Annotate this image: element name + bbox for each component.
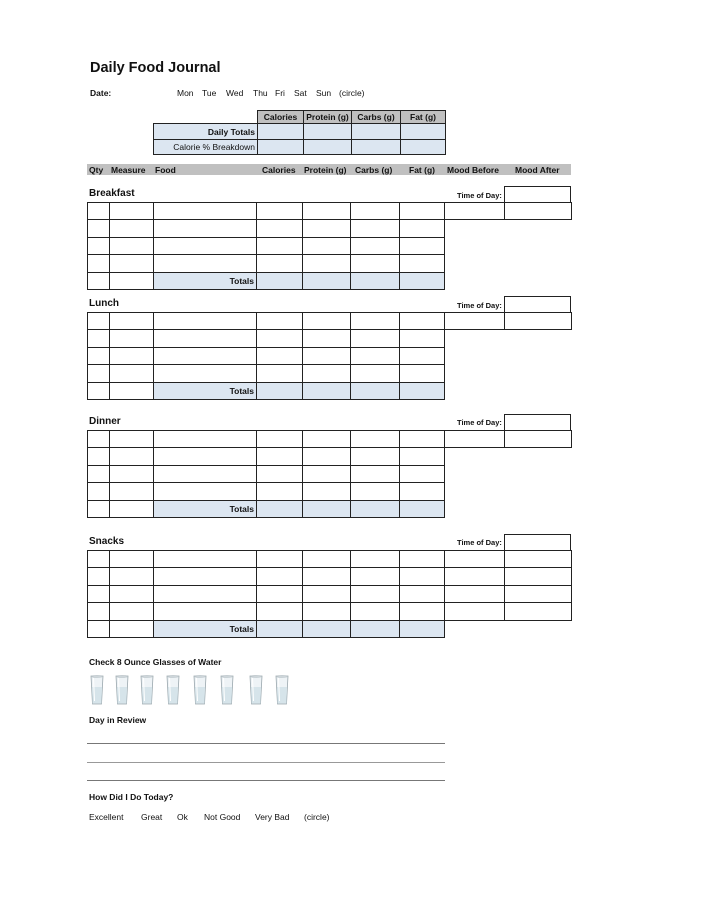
page-title: Daily Food Journal <box>90 60 221 76</box>
circle-note: (circle) <box>339 88 365 98</box>
table-cell[interactable] <box>400 568 445 585</box>
table-cell[interactable] <box>351 568 400 585</box>
table-cell[interactable] <box>351 551 400 568</box>
table-cell[interactable] <box>351 220 400 237</box>
totals-cell[interactable] <box>303 382 351 399</box>
table-cell[interactable] <box>400 603 445 620</box>
table-cell[interactable] <box>110 313 154 330</box>
table-cell[interactable] <box>400 365 445 382</box>
meal-grid <box>87 550 572 638</box>
empty-space <box>505 448 572 465</box>
mood-cell[interactable] <box>445 431 505 448</box>
table-cell[interactable] <box>303 431 351 448</box>
table-cell[interactable] <box>154 551 257 568</box>
table-cell[interactable] <box>110 483 154 500</box>
table-cell[interactable] <box>257 347 303 364</box>
empty-space <box>445 382 505 399</box>
table-cell[interactable] <box>351 203 400 220</box>
mood-cell[interactable] <box>445 603 505 620</box>
empty-space <box>505 237 572 254</box>
totals-cell[interactable] <box>257 620 303 637</box>
totals-label: Totals <box>154 272 257 289</box>
col-qty: Qty <box>89 165 104 175</box>
table-cell[interactable] <box>303 330 351 347</box>
dinner-time-label: Time of Day: <box>457 418 502 427</box>
table-cell[interactable] <box>110 272 154 289</box>
table-cell[interactable] <box>88 237 110 254</box>
table-cell[interactable] <box>110 255 154 272</box>
mood-cell[interactable] <box>505 313 572 330</box>
table-cell[interactable] <box>110 347 154 364</box>
day-fri[interactable]: Fri <box>275 88 285 98</box>
table-cell[interactable] <box>400 255 445 272</box>
snacks-time-input[interactable] <box>504 534 571 551</box>
mood-cell[interactable] <box>445 313 505 330</box>
col-protein: Protein (g) <box>304 165 347 175</box>
totals-cell[interactable] <box>257 382 303 399</box>
table-cell[interactable] <box>303 220 351 237</box>
empty-space <box>505 620 572 637</box>
empty-space <box>505 347 572 364</box>
breakfast-heading: Breakfast <box>89 188 135 199</box>
mood-cell[interactable] <box>445 585 505 602</box>
table-row <box>88 483 572 500</box>
table-cell[interactable] <box>400 330 445 347</box>
col-mood-before: Mood Before <box>447 165 499 175</box>
table-cell[interactable] <box>110 568 154 585</box>
table-cell[interactable] <box>303 585 351 602</box>
table-cell[interactable] <box>110 620 154 637</box>
mood-cell[interactable] <box>505 431 572 448</box>
table-cell[interactable] <box>110 382 154 399</box>
table-cell[interactable] <box>257 313 303 330</box>
table-cell[interactable] <box>88 272 110 289</box>
totals-row <box>88 382 572 399</box>
rating-not-good[interactable]: Not Good <box>204 812 241 822</box>
water-glass-icon[interactable] <box>193 675 207 705</box>
table-cell[interactable] <box>257 448 303 465</box>
table-cell[interactable] <box>257 203 303 220</box>
table-cell[interactable] <box>88 603 110 620</box>
empty-space <box>505 483 572 500</box>
table-row <box>88 603 572 620</box>
breakfast-time-input[interactable] <box>504 186 571 203</box>
table-cell[interactable] <box>110 551 154 568</box>
totals-cell[interactable] <box>400 382 445 399</box>
mood-cell[interactable] <box>505 203 572 220</box>
table-cell[interactable] <box>351 585 400 602</box>
empty-space <box>505 330 572 347</box>
totals-cell[interactable] <box>400 620 445 637</box>
table-cell[interactable] <box>400 551 445 568</box>
table-cell[interactable] <box>88 465 110 482</box>
table-cell[interactable] <box>88 365 110 382</box>
table-cell[interactable] <box>400 220 445 237</box>
totals-row <box>88 620 572 637</box>
water-glass-icon[interactable] <box>140 675 154 705</box>
day-wed[interactable]: Wed <box>226 88 244 98</box>
totals-cell[interactable] <box>400 272 445 289</box>
table-cell[interactable] <box>154 483 257 500</box>
table-cell[interactable] <box>110 330 154 347</box>
table-cell[interactable] <box>303 551 351 568</box>
mood-cell[interactable] <box>505 568 572 585</box>
day-sun[interactable]: Sun <box>316 88 332 98</box>
summary-cell[interactable] <box>352 140 401 155</box>
table-cell[interactable] <box>110 603 154 620</box>
day-review-label: Day in Review <box>89 715 147 725</box>
ratings-circle-note: (circle) <box>304 812 330 822</box>
table-cell[interactable] <box>154 585 257 602</box>
table-cell[interactable] <box>110 237 154 254</box>
totals-cell[interactable] <box>351 382 400 399</box>
meal-grid <box>87 202 572 290</box>
meal-grid <box>87 312 572 400</box>
table-cell[interactable] <box>88 483 110 500</box>
table-cell[interactable] <box>351 448 400 465</box>
date-label: Date: <box>90 88 112 98</box>
table-cell[interactable] <box>110 203 154 220</box>
totals-cell[interactable] <box>400 500 445 517</box>
table-cell[interactable] <box>303 465 351 482</box>
table-row <box>88 237 572 254</box>
col-measure: Measure <box>111 165 146 175</box>
summary-header-fat: Fat (g) <box>401 111 446 124</box>
summary-cell[interactable] <box>258 140 304 155</box>
summary-table <box>153 110 446 155</box>
table-cell[interactable] <box>303 448 351 465</box>
review-line[interactable] <box>87 780 445 781</box>
empty-space <box>505 365 572 382</box>
mood-cell[interactable] <box>445 551 505 568</box>
summary-header-protein: Protein (g) <box>304 111 352 124</box>
empty-space <box>445 272 505 289</box>
table-cell[interactable] <box>154 431 257 448</box>
table-cell[interactable] <box>351 347 400 364</box>
table-cell[interactable] <box>303 568 351 585</box>
table-row <box>88 313 572 330</box>
mood-cell[interactable] <box>505 585 572 602</box>
table-cell[interactable] <box>88 382 110 399</box>
column-header-bar <box>87 164 571 175</box>
table-cell[interactable] <box>110 220 154 237</box>
table-row <box>88 431 572 448</box>
table-row <box>88 255 572 272</box>
empty-space <box>505 382 572 399</box>
meal-grid <box>87 430 572 518</box>
mood-cell[interactable] <box>445 568 505 585</box>
table-row <box>88 568 572 585</box>
how-label: How Did I Do Today? <box>89 792 174 802</box>
water-glass-icon[interactable] <box>275 675 289 705</box>
mood-cell[interactable] <box>505 551 572 568</box>
table-cell[interactable] <box>303 313 351 330</box>
table-cell[interactable] <box>154 313 257 330</box>
col-carbs: Carbs (g) <box>355 165 393 175</box>
table-cell[interactable] <box>351 313 400 330</box>
table-cell[interactable] <box>154 330 257 347</box>
table-cell[interactable] <box>351 330 400 347</box>
table-row <box>88 551 572 568</box>
totals-label: Totals <box>154 500 257 517</box>
totals-cell[interactable] <box>303 620 351 637</box>
table-cell[interactable] <box>88 431 110 448</box>
table-cell[interactable] <box>351 237 400 254</box>
empty-space <box>445 465 505 482</box>
col-mood-after: Mood After <box>515 165 560 175</box>
table-cell[interactable] <box>154 465 257 482</box>
table-cell[interactable] <box>400 483 445 500</box>
table-cell[interactable] <box>88 330 110 347</box>
summary-cell[interactable] <box>258 124 304 140</box>
table-cell[interactable] <box>154 255 257 272</box>
water-glass-icon[interactable] <box>220 675 234 705</box>
table-cell[interactable] <box>303 203 351 220</box>
totals-label: Totals <box>154 620 257 637</box>
table-cell[interactable] <box>257 365 303 382</box>
review-line[interactable] <box>87 762 445 763</box>
empty-space <box>445 448 505 465</box>
table-cell[interactable] <box>154 603 257 620</box>
water-glass-icon[interactable] <box>115 675 129 705</box>
table-cell[interactable] <box>351 483 400 500</box>
table-row <box>88 330 572 347</box>
dinner-heading: Dinner <box>89 416 121 427</box>
table-cell[interactable] <box>154 568 257 585</box>
day-thu[interactable]: Thu <box>253 88 268 98</box>
table-cell[interactable] <box>88 585 110 602</box>
table-cell[interactable] <box>110 465 154 482</box>
table-row <box>88 448 572 465</box>
water-label: Check 8 Ounce Glasses of Water <box>89 657 222 667</box>
table-cell[interactable] <box>88 448 110 465</box>
table-cell[interactable] <box>400 203 445 220</box>
empty-space <box>445 483 505 500</box>
table-cell[interactable] <box>257 220 303 237</box>
table-row <box>88 465 572 482</box>
table-cell[interactable] <box>88 568 110 585</box>
totals-cell[interactable] <box>351 272 400 289</box>
table-cell[interactable] <box>303 603 351 620</box>
empty-space <box>445 347 505 364</box>
table-cell[interactable] <box>400 431 445 448</box>
table-cell[interactable] <box>88 220 110 237</box>
empty-space <box>445 500 505 517</box>
water-glass-icon[interactable] <box>90 675 104 705</box>
table-cell[interactable] <box>303 365 351 382</box>
table-cell[interactable] <box>257 237 303 254</box>
table-cell[interactable] <box>257 551 303 568</box>
table-cell[interactable] <box>257 255 303 272</box>
table-cell[interactable] <box>154 237 257 254</box>
table-cell[interactable] <box>351 255 400 272</box>
table-cell[interactable] <box>400 313 445 330</box>
empty-space <box>445 330 505 347</box>
day-mon[interactable]: Mon <box>177 88 194 98</box>
table-cell[interactable] <box>110 585 154 602</box>
table-row <box>88 220 572 237</box>
table-cell[interactable] <box>154 448 257 465</box>
mood-cell[interactable] <box>445 203 505 220</box>
col-calories: Calories <box>262 165 296 175</box>
empty-space <box>505 255 572 272</box>
table-cell[interactable] <box>400 347 445 364</box>
table-cell[interactable] <box>154 220 257 237</box>
summary-header-carbs: Carbs (g) <box>352 111 401 124</box>
table-cell[interactable] <box>400 585 445 602</box>
table-cell[interactable] <box>110 500 154 517</box>
empty-space <box>505 272 572 289</box>
review-line[interactable] <box>87 743 445 744</box>
rating-ok[interactable]: Ok <box>177 812 188 822</box>
breakfast-time-label: Time of Day: <box>457 191 502 200</box>
table-cell[interactable] <box>257 431 303 448</box>
table-cell[interactable] <box>257 568 303 585</box>
summary-cell[interactable] <box>401 140 446 155</box>
empty-space <box>445 365 505 382</box>
totals-cell[interactable] <box>351 620 400 637</box>
lunch-time-label: Time of Day: <box>457 301 502 310</box>
empty-space <box>505 500 572 517</box>
table-cell[interactable] <box>303 483 351 500</box>
dinner-time-input[interactable] <box>504 414 571 431</box>
table-cell[interactable] <box>257 483 303 500</box>
totals-cell[interactable] <box>257 500 303 517</box>
lunch-time-input[interactable] <box>504 296 571 313</box>
day-tue[interactable]: Tue <box>202 88 217 98</box>
table-cell[interactable] <box>88 620 110 637</box>
water-glass-icon[interactable] <box>249 675 263 705</box>
table-row <box>88 365 572 382</box>
empty-space <box>505 465 572 482</box>
empty-space <box>445 220 505 237</box>
table-cell[interactable] <box>303 347 351 364</box>
table-cell[interactable] <box>88 255 110 272</box>
table-cell[interactable] <box>257 330 303 347</box>
table-cell[interactable] <box>88 313 110 330</box>
totals-row <box>88 500 572 517</box>
totals-cell[interactable] <box>303 272 351 289</box>
lunch-heading: Lunch <box>89 298 119 309</box>
daily-totals-label: Daily Totals <box>154 124 258 140</box>
totals-row <box>88 272 572 289</box>
rating-very-bad[interactable]: Very Bad <box>255 812 290 822</box>
totals-cell[interactable] <box>303 500 351 517</box>
table-cell[interactable] <box>400 465 445 482</box>
snacks-time-label: Time of Day: <box>457 538 502 547</box>
table-cell[interactable] <box>154 365 257 382</box>
table-cell[interactable] <box>257 585 303 602</box>
table-cell[interactable] <box>400 448 445 465</box>
table-row <box>88 203 572 220</box>
empty-space <box>445 237 505 254</box>
summary-cell[interactable] <box>304 140 352 155</box>
table-cell[interactable] <box>110 365 154 382</box>
col-fat: Fat (g) <box>409 165 435 175</box>
summary-cell[interactable] <box>352 124 401 140</box>
table-cell[interactable] <box>257 465 303 482</box>
table-cell[interactable] <box>88 347 110 364</box>
calorie-breakdown-label: Calorie % Breakdown <box>154 140 258 155</box>
summary-cell[interactable] <box>304 124 352 140</box>
col-food: Food <box>155 165 176 175</box>
snacks-heading: Snacks <box>89 536 125 547</box>
rating-great[interactable]: Great <box>141 812 163 822</box>
table-cell[interactable] <box>110 431 154 448</box>
empty-space <box>445 255 505 272</box>
totals-cell[interactable] <box>351 500 400 517</box>
day-sat[interactable]: Sat <box>294 88 307 98</box>
mood-cell[interactable] <box>505 603 572 620</box>
table-cell[interactable] <box>351 365 400 382</box>
table-cell[interactable] <box>400 237 445 254</box>
totals-cell[interactable] <box>257 272 303 289</box>
empty-space <box>445 620 505 637</box>
table-cell[interactable] <box>88 203 110 220</box>
table-cell[interactable] <box>351 603 400 620</box>
empty-space <box>505 220 572 237</box>
table-cell[interactable] <box>351 465 400 482</box>
table-cell[interactable] <box>110 448 154 465</box>
table-cell[interactable] <box>154 203 257 220</box>
water-glass-icon[interactable] <box>166 675 180 705</box>
table-cell[interactable] <box>88 551 110 568</box>
table-row <box>88 585 572 602</box>
summary-header-calories: Calories <box>258 111 304 124</box>
totals-label: Totals <box>154 382 257 399</box>
table-cell[interactable] <box>154 347 257 364</box>
summary-cell[interactable] <box>401 124 446 140</box>
table-cell[interactable] <box>351 431 400 448</box>
table-row <box>88 347 572 364</box>
table-cell[interactable] <box>257 603 303 620</box>
table-cell[interactable] <box>303 255 351 272</box>
rating-excellent[interactable]: Excellent <box>89 812 124 822</box>
table-cell[interactable] <box>303 237 351 254</box>
table-cell[interactable] <box>88 500 110 517</box>
